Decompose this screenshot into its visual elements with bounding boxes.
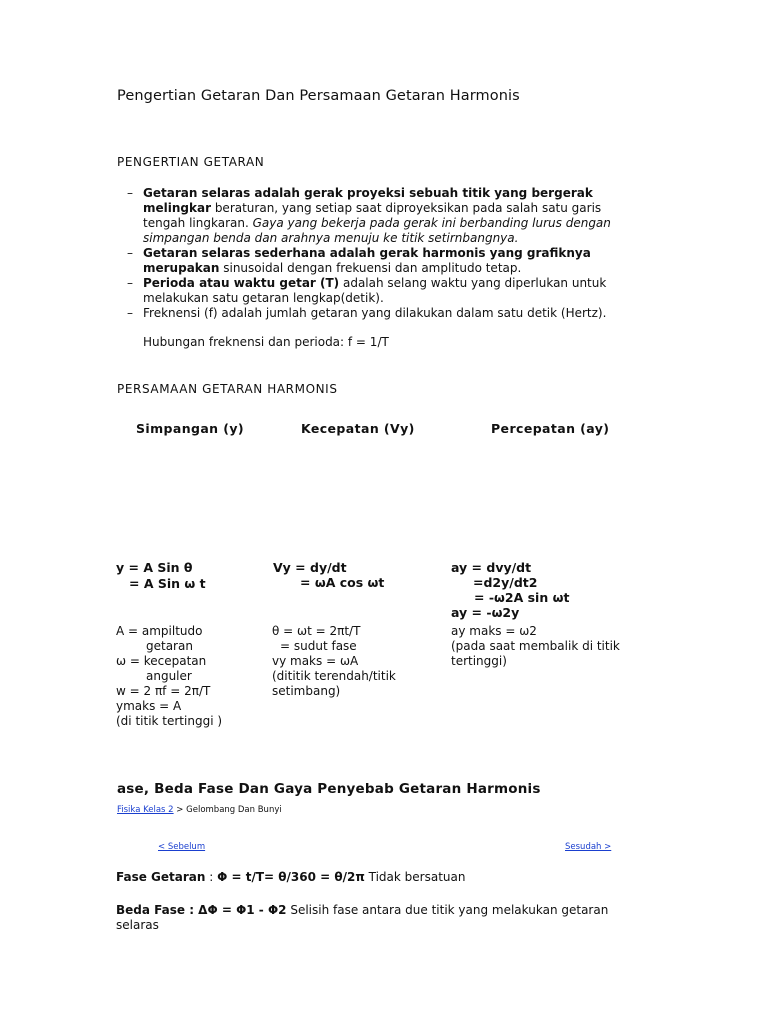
section-heading-pengertian: PENGERTIAN GETARAN (117, 155, 265, 169)
note-line: A = ampiltudo (116, 624, 203, 638)
note-line: ay maks = ω2 (451, 624, 537, 638)
breadcrumb-current: Gelombang Dan Bunyi (186, 805, 282, 815)
notes-simpangan (116, 624, 222, 729)
formula-simpangan-1: y = A Sin θ (116, 560, 193, 575)
bullet-3-bold: Perioda atau waktu getar (T) (143, 276, 340, 290)
notes-percepatan (451, 624, 620, 669)
bullet-4: Freknensi (f) adalah jumlah getaran yang dilakukan dalam satu detik (Hertz). (143, 306, 607, 320)
beda-fase-line2: selaras (116, 918, 159, 932)
bullet-dash: – (127, 306, 133, 320)
section-heading-persamaan: PERSAMAAN GETARAN HARMONIS (117, 382, 338, 396)
formula-simpangan-2: = A Sin ω t (129, 576, 206, 591)
note-line: = sudut fase (280, 639, 357, 653)
formula-percepatan-4: ay = -ω2y (451, 605, 520, 620)
page-title: Pengertian Getaran Dan Persamaan Getaran Harmonis (117, 88, 520, 104)
fase-label: Fase Getaran (116, 870, 206, 884)
bullet-3 (143, 276, 606, 306)
formula-kecepatan-1: Vy = dy/dt (273, 560, 347, 575)
note-line: (pada saat membalik di titik (451, 639, 620, 653)
note-line: setimbang) (272, 684, 341, 698)
bullet-1-italic-line4: simpangan benda dan arahnya menuju ke titik setirnbangnya. (143, 231, 519, 245)
bullet-1-bold-line2: melingkar (143, 201, 211, 215)
breadcrumb-link-fisika-kelas-2[interactable]: Fisika Kelas 2 (117, 805, 174, 815)
part2-heading: ase, Beda Fase Dan Gaya Penyebab Getaran Harmonis (117, 781, 541, 797)
column-header-percepatan: Percepatan (ay) (491, 421, 610, 436)
relation-text: Hubungan freknensi dan perioda: f = 1/T (143, 335, 389, 349)
column-header-kecepatan: Kecepatan (Vy) (301, 421, 415, 436)
bullet-2 (143, 246, 591, 276)
note-line: θ = ωt = 2πt/T (272, 624, 361, 638)
bullet-3-line2: melakukan satu getaran lengkap(detik). (143, 291, 384, 305)
bullet-dash: – (127, 276, 133, 290)
note-line: vy maks = ωA (272, 654, 359, 668)
formula-percepatan-3: = -ω2A sin ωt (474, 590, 570, 605)
bullet-dash: – (127, 186, 133, 200)
formula-percepatan-2: =d2y/dt2 (473, 575, 538, 590)
next-link[interactable]: Sesudah > (565, 842, 612, 852)
beda-fase (116, 903, 608, 933)
bullet-1-bold-line1: Getaran selaras adalah gerak proyeksi sebuah titik yang bergerak (143, 186, 593, 200)
breadcrumb-separator: > (173, 805, 187, 815)
fase-formula: Φ = t/T= θ/360 = θ/2π (217, 870, 365, 884)
bullet-1-italic-line3: Gaya yang bekerja pada gerak ini berbanding lurus dengan (252, 216, 611, 230)
note-line: (dititik terendah/titik (272, 669, 396, 683)
bullet-3-text: adalah selang waktu yang diperlukan untuk (339, 276, 607, 290)
bullet-1 (143, 186, 611, 246)
bullet-dash: – (127, 246, 133, 260)
note-line: anguler (146, 669, 192, 683)
column-header-simpangan: Simpangan (y) (136, 421, 245, 436)
note-line: tertinggi) (451, 654, 507, 668)
note-line: getaran (146, 639, 193, 653)
note-line: w = 2 πf = 2π/T (116, 684, 211, 698)
bullet-1-text-line2: beraturan, yang setiap saat diproyeksikan pada salah satu garis (211, 201, 602, 215)
formula-kecepatan-2: = ωA cos ωt (300, 575, 385, 590)
bullet-2-bold-line1: Getaran selaras sederhana adalah gerak harmonis yang grafiknya (143, 246, 591, 260)
prev-link[interactable]: < Sebelum (158, 842, 206, 852)
note-line: ω = kecepatan (116, 654, 207, 668)
fase-getaran (116, 870, 465, 885)
bullet-2-text: sinusoidal dengan frekuensi dan amplitudo tetap. (219, 261, 522, 275)
note-line: ymaks = A (116, 699, 182, 713)
formula-percepatan-1: ay = dvy/dt (451, 560, 532, 575)
fase-text: Tidak bersatuan (364, 870, 466, 884)
beda-fase-text: Selisih fase antara due titik yang melakukan getaran (286, 903, 609, 917)
fase-colon: : (205, 870, 218, 884)
bullet-1-text-line3: tengah lingkaran. (143, 216, 253, 230)
breadcrumb (117, 797, 282, 816)
bullet-2-bold-line2: merupakan (143, 261, 220, 275)
beda-fase-label: Beda Fase : ΔΦ = Φ1 - Φ2 (116, 903, 287, 917)
note-line: (di titik tertinggi ) (116, 714, 223, 728)
notes-kecepatan (272, 624, 396, 699)
